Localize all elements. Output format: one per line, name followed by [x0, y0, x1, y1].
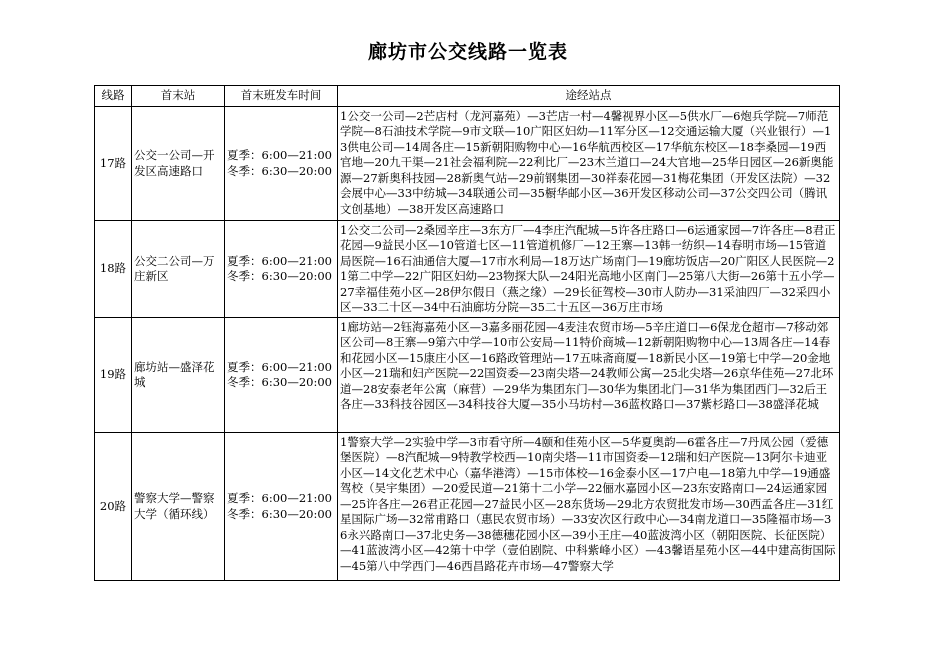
schedule [225, 318, 338, 433]
schedule [225, 221, 338, 318]
line-number: 18路 [95, 221, 132, 318]
stops-text: 1公交一公司—2芒店村（龙河嘉苑）—3芒店一村—4馨视界小区—5供水厂—6炮兵学院—7师范学院—8石油技术学院—9市文联—10广阳区妇幼—11军分区—12交通运输大厦（兴业银行）—13供电公司—14周各庄—15新朝阳购物中心—16华航西校区—17华航东校区—18李桑园—19西官地—20九干渠—21社会福利院—22利比厂—23木兰道口—24大官地—25华日园区—26新奥能源—27新奥科技园—28新奥气站—29前钢集团—30祥泰花园—31梅花集团（开发区法院）—32会展中心—33中纺城—34联通公司—35橱华邮小区—36开发区移动公司—37公交四公司（腾讯文创基地）—38开发区高速路口 [340, 108, 834, 216]
summer-time: 夏季：6:00—21:00 [227, 359, 332, 374]
table-row [95, 318, 840, 433]
table-row [95, 433, 840, 581]
line-number: 20路 [95, 433, 132, 581]
header-time: 首末班发车时间 [225, 86, 338, 107]
schedule [225, 107, 338, 221]
terminals: 公交二公司—万庄新区 [132, 221, 225, 318]
table-header-row [95, 86, 840, 107]
bus-route-table [94, 85, 840, 581]
page-title: 廊坊市公交线路一览表 [367, 41, 568, 63]
stops-list [338, 433, 840, 581]
table-row [95, 221, 840, 318]
header-line: 线路 [95, 86, 132, 107]
terminals: 公交一公司—开发区高速路口 [132, 107, 225, 221]
summer-time: 夏季：6:00—21:00 [227, 148, 332, 162]
winter-time: 冬季：6:30—20:00 [227, 506, 332, 521]
line-number: 19路 [95, 318, 132, 433]
header-terminals: 首末站 [132, 86, 225, 107]
terminals: 廊坊站—盛泽花城 [132, 318, 225, 433]
line-number: 17路 [95, 107, 132, 221]
stops-text: 1公交二公司—2桑园辛庄—3东方厂—4李庄汽配城—5许各庄路口—6运通家园—7许各庄—8君正花园—9益民小区—10管道七区—11管道机修厂—12王寨—13韩一纺织—14春明市场—15管道局医院—16石油通信大厦—17市水利局—18万达广场南门—19廊坊饭店—20广阳区人民医院—21第二中学—22广阳区妇幼—23物探大队—24阳光高地小区南门—25第八大街—26第十五小学—27幸福佳苑小区—28伊尔假日（燕之缘）—29长征驾校—30市人防办—31采油四厂—32采四小区—33二十区—34中石油廊坊分院—35二十五区—36万庄市场 [340, 222, 836, 314]
stops-text: 1警察大学—2实验中学—3市看守所—4颐和佳苑小区—5华夏奥韵—6霍各庄—7丹凤公园（爱德堡医院）—8汽配城—9特教学校西—10南尖塔—11市国资委—12瑞和妇产医院—13阿尔卡迪亚小区—14文化艺术中心（嘉华港湾）—15市体校—16金泰小区—17户电—18第九中学—19通盛驾校（昊宇集团）—20爱民道—21第十二小学—22俪水嘉园小区—23东安路南口—24运通家园—25许各庄—26君正花园—27益民小区—28东货场—29北方农贸批发市场—30西孟各庄—31红星国际广场—32常甫路口（惠民农贸市场）—33安次区行政中心—34南龙道口—35隆福市场—36永兴路南口—37北史务—38德穗花园小区—39小王庄—40蓝波湾小区（朝阳医院、长征医院）—41蓝波湾小区—42第十中学（壹伯剧院、中科紫峰小区）—43馨语星苑小区—44中建高街国际—45第八中学西门—46西昌路花卉市场—47警察大学 [340, 434, 836, 573]
schedule [225, 433, 338, 581]
summer-time: 夏季：6:00—21:00 [227, 491, 332, 505]
summer-time: 夏季：6:00—21:00 [227, 253, 332, 268]
stops-list [338, 318, 840, 433]
stops-list [338, 221, 840, 318]
winter-time: 冬季：6:30—20:00 [227, 163, 332, 178]
header-stops: 途经站点 [338, 86, 840, 107]
winter-time: 冬季：6:30—20:00 [227, 269, 332, 283]
stops-text: 1廊坊站—2钰海嘉苑小区—3嘉多丽花园—4麦洼农贸市场—5辛庄道口—6保龙仓超市—7移动郊区公司—8王寨—9第六中学—10市公安局—11特价商城—12新朝阳购物中心—13周各庄—14春和花园小区—15康庄小区—16路政管理站—17五味斋商厦—18新民小区—19第七中学—20金地小区—21瑞和妇产医院—22国资委—23南尖塔—24教师公寓—25北尖塔—26京华佳苑—27北环道—28安泰老年公寓（麻营）—29华为集团东门—30华为集团北门—31华为集团西门—32后王各庄—33科技谷园区—34科技谷大厦—35小马坊村—36蓝枚路口—37紫杉路口—38盛泽花城 [340, 319, 834, 411]
winter-time: 冬季：6:30—20:00 [227, 375, 332, 389]
terminals: 警察大学—警察大学（循环线） [132, 433, 225, 581]
table-row [95, 107, 840, 221]
stops-list [338, 107, 840, 221]
